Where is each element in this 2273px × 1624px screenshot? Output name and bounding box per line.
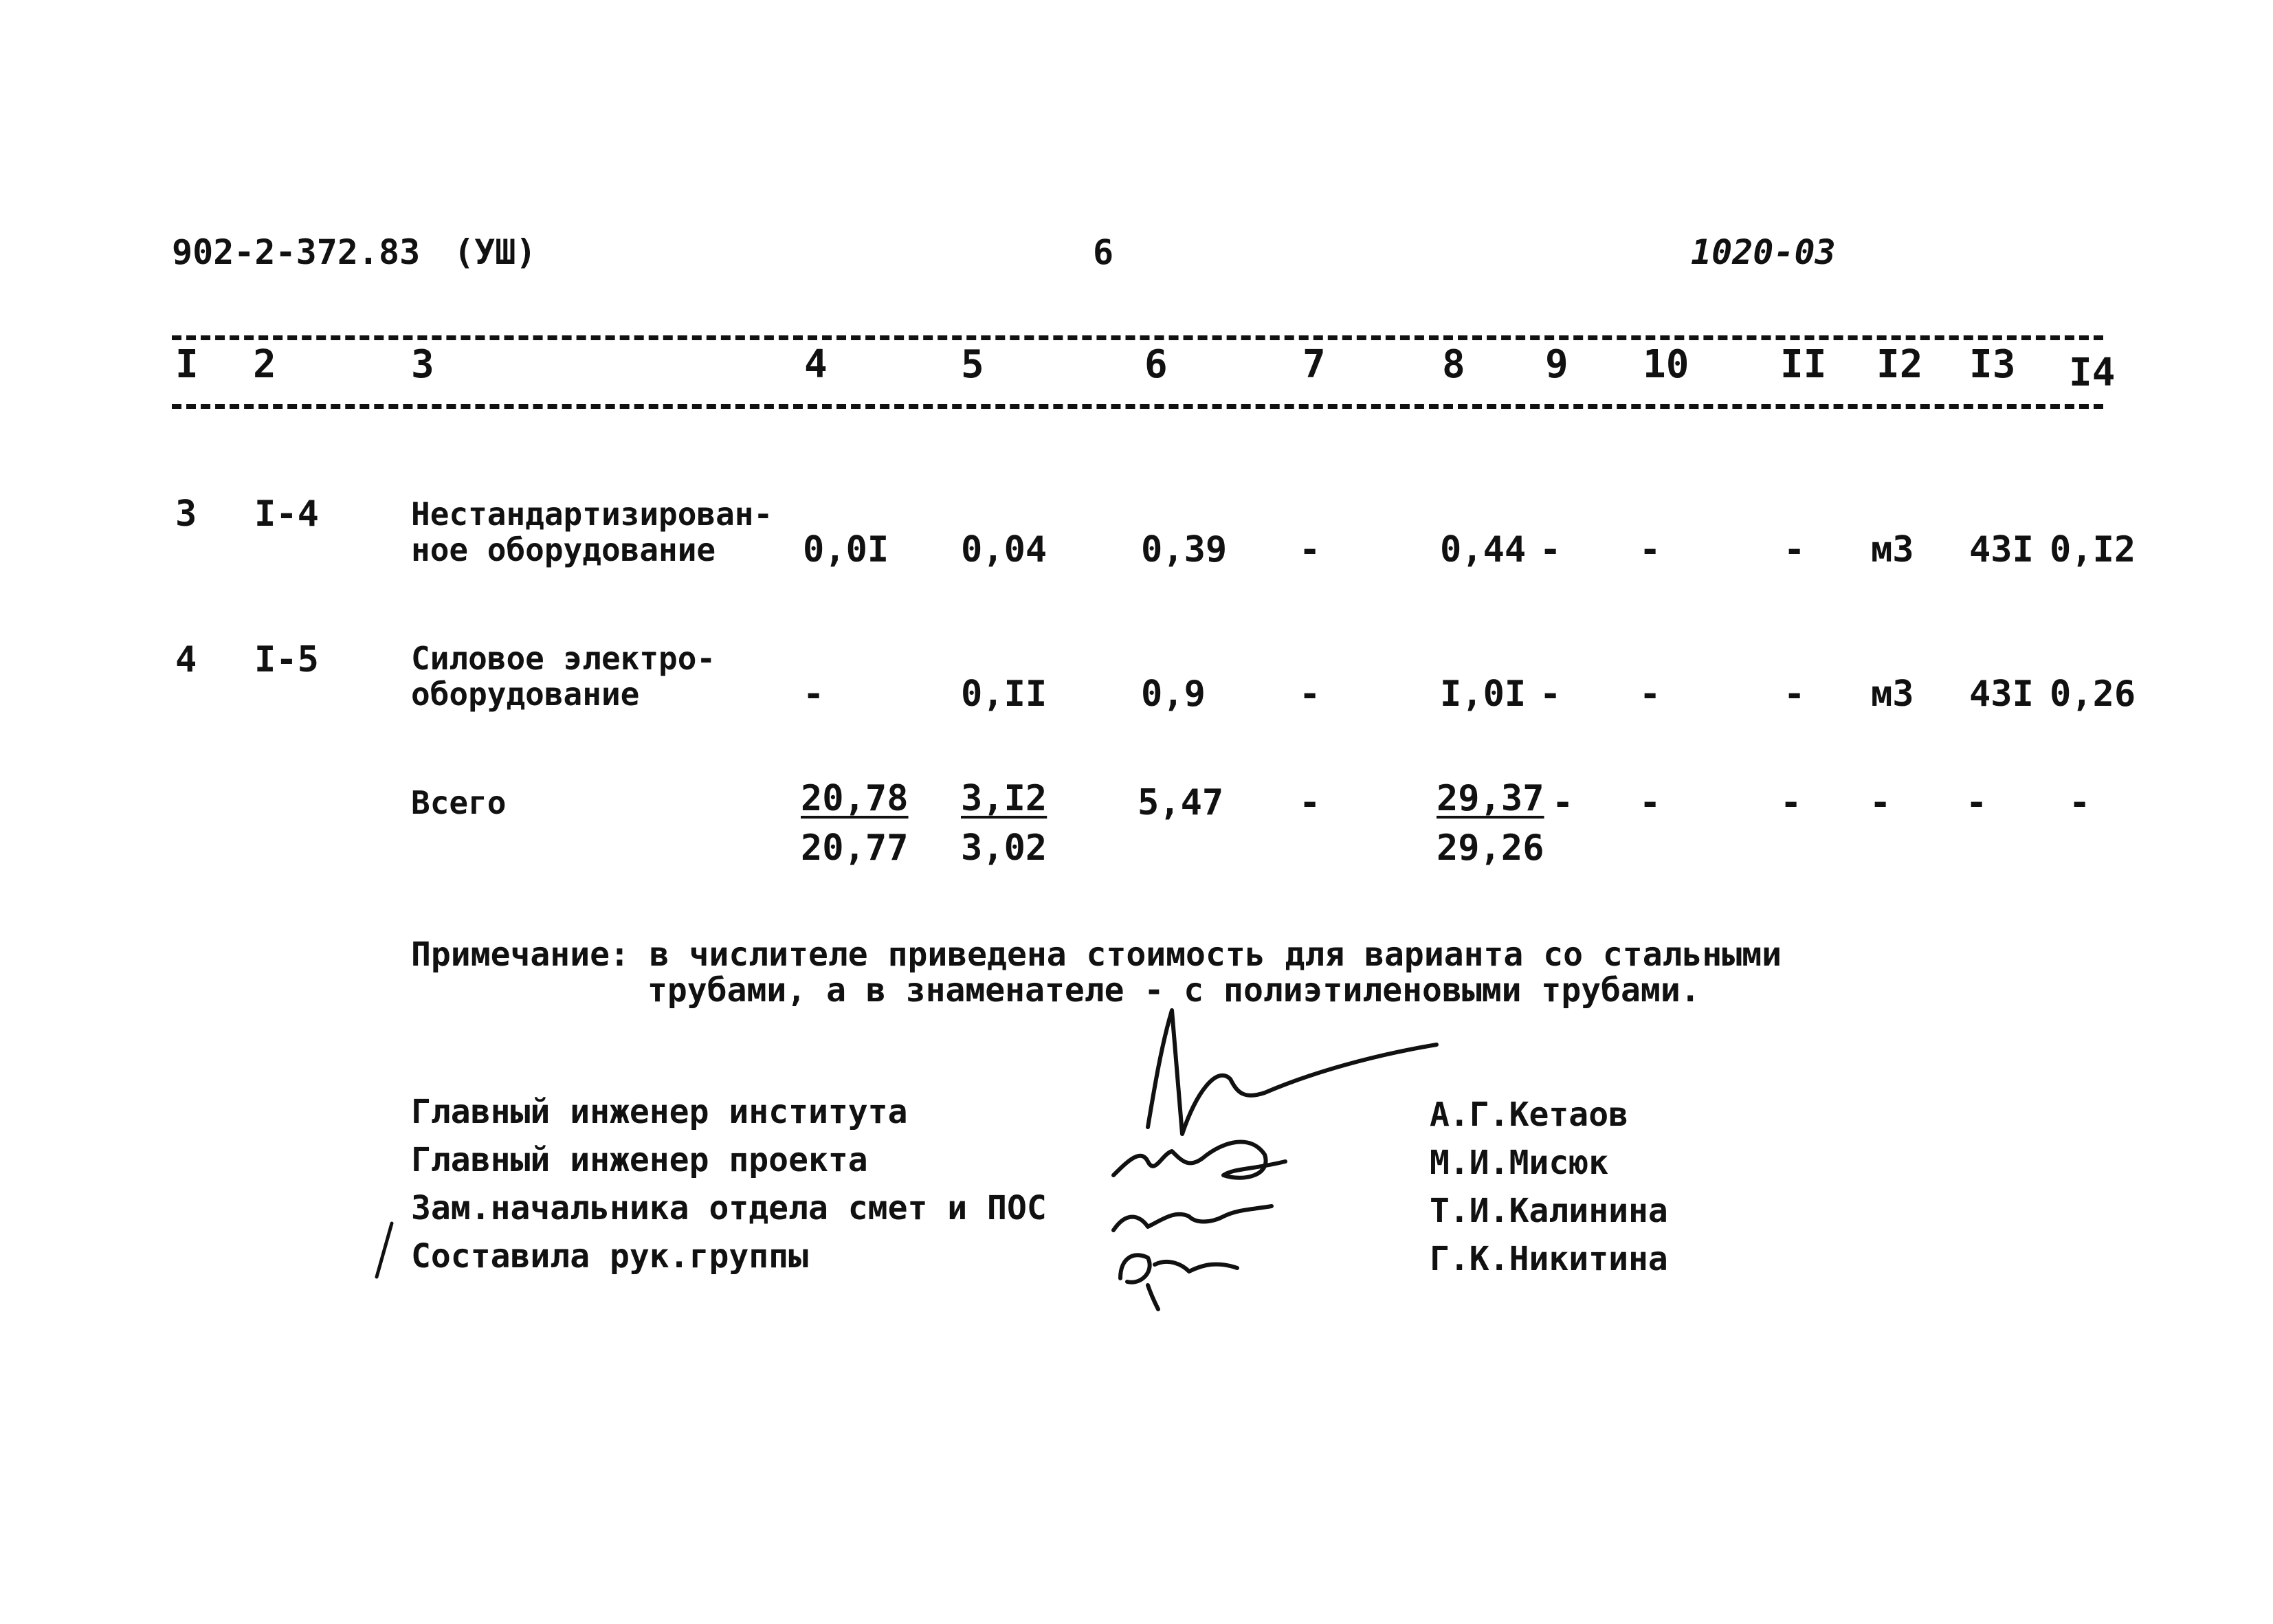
column-number: 4 [804, 342, 828, 387]
total-col13: - [1966, 782, 1988, 823]
signatory-role: Составила рук.группы [411, 1237, 808, 1276]
cell-col11: - [1784, 674, 1806, 715]
column-number: I2 [1876, 342, 1923, 387]
cell-col10: - [1639, 674, 1661, 715]
column-number: 3 [411, 342, 434, 387]
column-number: 10 [1643, 342, 1689, 387]
column-number: 8 [1442, 342, 1465, 387]
column-number: 7 [1302, 342, 1326, 387]
total-col11: - [1780, 782, 1802, 823]
cell-col13: 43I [1969, 674, 2034, 715]
cell-col7: - [1299, 529, 1321, 570]
cell-col8: 0,44 [1440, 529, 1527, 570]
sheet-code: 1020-03 [1691, 232, 1836, 272]
signatory-name: Г.К.Никитина [1430, 1240, 1668, 1278]
cell-col13: 43I [1969, 529, 2034, 570]
column-number: 6 [1144, 342, 1168, 387]
slash-mark [371, 1216, 399, 1285]
total-col12: - [1870, 782, 1892, 823]
cell-col9: - [1540, 674, 1562, 715]
cell-col7: - [1299, 674, 1321, 715]
cell-col4: - [803, 674, 825, 715]
item-name-line2: оборудование [411, 676, 640, 713]
signatory-role: Главный инженер института [411, 1093, 908, 1131]
signatory-name: А.Г.Кетаов [1430, 1095, 1628, 1134]
note-line1: Примечание: в числителе приведена стоимость для варианта со стальными [411, 935, 1782, 974]
table-header-top-rule [172, 335, 2103, 340]
cell-col11: - [1784, 529, 1806, 570]
cell-col14: 0,I2 [2050, 529, 2136, 570]
total-col5-numerator: 3,I2 [961, 778, 1047, 819]
column-number: 9 [1545, 342, 1568, 387]
total-col8-denominator: 29,26 [1437, 827, 1544, 869]
item-name-line1: Нестандартизирован- [411, 496, 773, 533]
total-col6: 5,47 [1138, 782, 1224, 823]
cell-col4: 0,0I [803, 529, 889, 570]
note-line2: трубами, а в знаменателе - с полиэтиленовыми трубами. [647, 971, 1700, 1010]
cell-col12: м3 [1871, 674, 1914, 715]
column-number: 5 [961, 342, 984, 387]
cell-col12: м3 [1871, 529, 1914, 570]
table-header-bottom-rule [172, 404, 2103, 409]
cell-col5: 0,04 [961, 529, 1047, 570]
item-code: I-5 [254, 639, 319, 680]
item-name-line1: Силовое электро- [411, 640, 716, 677]
row-number: 3 [175, 493, 197, 535]
column-number: II [1780, 342, 1827, 387]
total-label: Всего [411, 784, 507, 821]
signatory-role: Главный инженер проекта [411, 1141, 868, 1179]
total-col7: - [1299, 782, 1321, 823]
signatory-name: М.И.Мисюк [1430, 1144, 1609, 1182]
total-col8-numerator: 29,37 [1437, 778, 1544, 819]
column-number: I4 [2069, 351, 2116, 395]
handwritten-signatures [1086, 990, 1471, 1320]
signatory-name: Т.И.Калинина [1430, 1192, 1668, 1230]
column-number: 2 [253, 342, 276, 387]
total-col4-denominator: 20,77 [801, 827, 909, 869]
cell-col8: I,0I [1440, 674, 1527, 715]
item-code: I-4 [254, 493, 319, 535]
row-number: 4 [175, 639, 197, 680]
item-name-line2: ное оборудование [411, 531, 716, 568]
total-col10: - [1639, 782, 1661, 823]
cell-col5: 0,II [961, 674, 1047, 715]
column-number: I3 [1969, 342, 2016, 387]
column-number: I [175, 342, 199, 387]
cell-col10: - [1639, 529, 1661, 570]
signatory-role: Зам.начальника отдела смет и ПОС [411, 1189, 1047, 1227]
page-number: 6 [1093, 232, 1114, 272]
document-code: 902-2-372.83 [172, 232, 421, 272]
total-col4-numerator: 20,78 [801, 778, 909, 819]
cell-col14: 0,26 [2050, 674, 2136, 715]
album-number: (УШ) [454, 232, 537, 272]
total-col5-denominator: 3,02 [961, 827, 1047, 869]
total-col14: - [2069, 782, 2091, 823]
cell-col9: - [1540, 529, 1562, 570]
cell-col6: 0,39 [1141, 529, 1228, 570]
total-col9: - [1552, 782, 1574, 823]
cell-col6: 0,9 [1141, 674, 1206, 715]
